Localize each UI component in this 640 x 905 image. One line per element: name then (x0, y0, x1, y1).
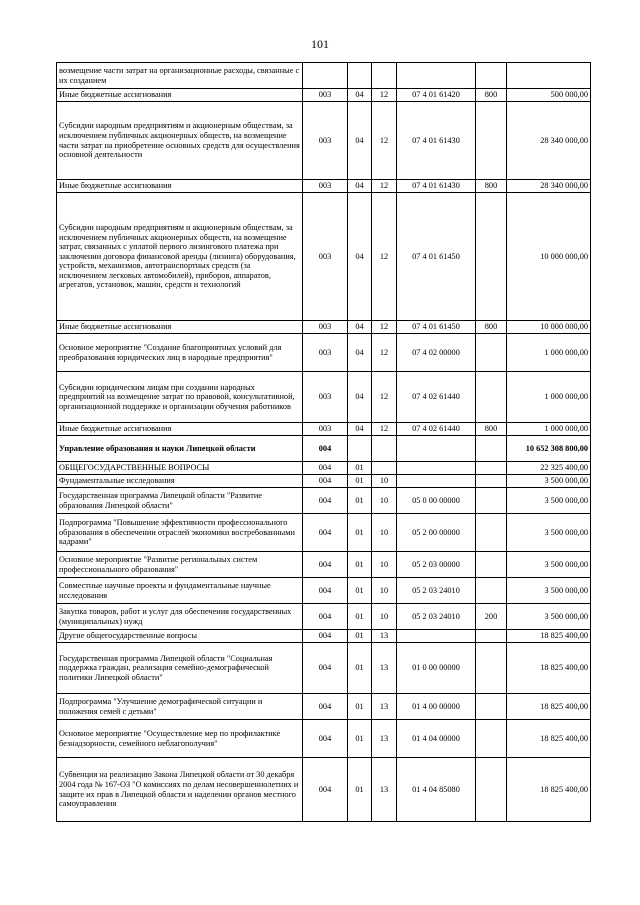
expense-type-cell: 800 (476, 89, 507, 102)
amount-cell: 10 000 000,00 (507, 321, 591, 334)
department-code-cell: 003 (303, 102, 348, 180)
expense-type-cell (476, 643, 507, 694)
section-code-cell: 04 (348, 89, 372, 102)
expense-type-cell (476, 372, 507, 423)
expense-type-cell (476, 462, 507, 475)
expense-type-cell (476, 758, 507, 822)
section-code-cell (348, 63, 372, 89)
section-code-cell: 01 (348, 758, 372, 822)
item-name-cell: Фундаментальные исследования (57, 475, 303, 488)
subsection-code-cell: 10 (372, 578, 397, 604)
amount-cell: 22 325 400,00 (507, 462, 591, 475)
department-code-cell: 004 (303, 488, 348, 514)
amount-cell: 3 500 000,00 (507, 604, 591, 630)
amount-cell: 18 825 400,00 (507, 758, 591, 822)
target-article-cell: 07 4 02 61440 (397, 372, 476, 423)
department-code-cell: 004 (303, 475, 348, 488)
subsection-code-cell (372, 63, 397, 89)
subsection-code-cell: 12 (372, 423, 397, 436)
subsection-code-cell: 13 (372, 694, 397, 720)
item-name-cell: ОБЩЕГОСУДАРСТВЕННЫЕ ВОПРОСЫ (57, 462, 303, 475)
section-code-cell: 01 (348, 462, 372, 475)
item-name-cell: Основное мероприятие "Развитие региональных систем профессионального образования" (57, 552, 303, 578)
department-code-cell: 004 (303, 462, 348, 475)
section-code-cell: 04 (348, 372, 372, 423)
amount-cell: 28 340 000,00 (507, 102, 591, 180)
expense-type-cell (476, 475, 507, 488)
table-row (57, 578, 591, 604)
expense-type-cell (476, 552, 507, 578)
department-code-cell: 003 (303, 321, 348, 334)
subsection-code-cell: 12 (372, 89, 397, 102)
amount-cell: 18 825 400,00 (507, 630, 591, 643)
item-name-cell: Иные бюджетные ассигнования (57, 321, 303, 334)
amount-cell: 18 825 400,00 (507, 720, 591, 758)
table-row (57, 102, 591, 180)
table-row (57, 720, 591, 758)
section-code-cell: 04 (348, 193, 372, 321)
table-row (57, 334, 591, 372)
expense-type-cell (476, 63, 507, 89)
section-code-cell: 01 (348, 514, 372, 552)
amount-cell: 10 652 308 800,00 (507, 436, 591, 462)
section-code-cell: 01 (348, 630, 372, 643)
amount-cell: 1 000 000,00 (507, 372, 591, 423)
department-code-cell: 003 (303, 334, 348, 372)
item-name-cell: Другие общегосударственные вопросы (57, 630, 303, 643)
table-row (57, 372, 591, 423)
department-code-cell: 004 (303, 643, 348, 694)
section-code-cell: 01 (348, 694, 372, 720)
table-row (57, 321, 591, 334)
table-row (57, 604, 591, 630)
expense-type-cell: 200 (476, 604, 507, 630)
department-code-cell: 004 (303, 436, 348, 462)
subsection-code-cell (372, 436, 397, 462)
expense-type-cell (476, 488, 507, 514)
target-article-cell: 07 4 02 61440 (397, 423, 476, 436)
target-article-cell (397, 462, 476, 475)
item-name-cell: Подпрограмма "Улучшение демографической ситуации и положения семей с детьми" (57, 694, 303, 720)
department-code-cell: 004 (303, 552, 348, 578)
section-code-cell: 04 (348, 321, 372, 334)
item-name-cell: возмещение части затрат на организационные расходы, связанные с их созданием (57, 63, 303, 89)
section-code-cell: 01 (348, 488, 372, 514)
department-code-cell: 003 (303, 193, 348, 321)
table-row (57, 643, 591, 694)
subsection-code-cell: 12 (372, 372, 397, 423)
target-article-cell (397, 475, 476, 488)
item-name-cell: Субсидии народным предприятиям и акционерным обществам, за исключением публичных акционерных обществ, на возмещение части затрат на приобретение основных средств для осуществления основной деятельности (57, 102, 303, 180)
amount-cell: 1 000 000,00 (507, 423, 591, 436)
target-article-cell: 05 2 03 24010 (397, 578, 476, 604)
department-code-cell: 003 (303, 89, 348, 102)
target-article-cell (397, 436, 476, 462)
expense-type-cell: 800 (476, 423, 507, 436)
department-code-cell (303, 63, 348, 89)
subsection-code-cell: 10 (372, 514, 397, 552)
target-article-cell: 01 4 04 00000 (397, 720, 476, 758)
department-code-cell: 004 (303, 604, 348, 630)
amount-cell: 3 500 000,00 (507, 475, 591, 488)
expense-type-cell (476, 694, 507, 720)
item-name-cell: Подпрограмма "Повышение эффективности профессионального образования в обеспечении отраслей экономики востребованными кадрами" (57, 514, 303, 552)
expense-type-cell (476, 720, 507, 758)
amount-cell: 18 825 400,00 (507, 643, 591, 694)
expense-type-cell: 800 (476, 180, 507, 193)
table-row (57, 462, 591, 475)
section-code-cell: 04 (348, 180, 372, 193)
table-row (57, 180, 591, 193)
target-article-cell: 05 2 00 00000 (397, 514, 476, 552)
target-article-cell: 07 4 01 61430 (397, 180, 476, 193)
amount-cell: 3 500 000,00 (507, 552, 591, 578)
section-code-cell: 01 (348, 578, 372, 604)
expense-type-cell (476, 630, 507, 643)
subsection-code-cell: 10 (372, 552, 397, 578)
subsection-code-cell: 12 (372, 334, 397, 372)
department-code-cell: 003 (303, 372, 348, 423)
item-name-cell: Иные бюджетные ассигнования (57, 89, 303, 102)
expense-type-cell: 800 (476, 321, 507, 334)
target-article-cell: 05 0 00 00000 (397, 488, 476, 514)
section-code-cell: 04 (348, 423, 372, 436)
subsection-code-cell: 12 (372, 180, 397, 193)
section-code-cell: 01 (348, 475, 372, 488)
department-code-cell: 003 (303, 423, 348, 436)
department-code-cell: 004 (303, 720, 348, 758)
table-row (57, 630, 591, 643)
subsection-code-cell: 13 (372, 758, 397, 822)
target-article-cell (397, 63, 476, 89)
target-article-cell: 01 4 00 00000 (397, 694, 476, 720)
target-article-cell: 01 0 00 00000 (397, 643, 476, 694)
section-code-cell: 01 (348, 643, 372, 694)
subsection-code-cell: 10 (372, 488, 397, 514)
table-body (57, 63, 591, 822)
table-row (57, 488, 591, 514)
target-article-cell: 01 4 04 85080 (397, 758, 476, 822)
amount-cell: 3 500 000,00 (507, 488, 591, 514)
subsection-code-cell: 13 (372, 630, 397, 643)
section-code-cell: 04 (348, 102, 372, 180)
department-code-cell: 003 (303, 180, 348, 193)
expense-type-cell (476, 514, 507, 552)
table-row (57, 694, 591, 720)
expense-type-cell (476, 102, 507, 180)
subsection-code-cell: 12 (372, 193, 397, 321)
subsection-code-cell: 12 (372, 102, 397, 180)
subsection-code-cell: 13 (372, 720, 397, 758)
subsection-code-cell (372, 462, 397, 475)
target-article-cell: 07 4 01 61450 (397, 193, 476, 321)
table-row (57, 475, 591, 488)
department-code-cell: 004 (303, 758, 348, 822)
table-row (57, 514, 591, 552)
amount-cell: 3 500 000,00 (507, 514, 591, 552)
item-name-cell: Совместные научные проекты и фундаментальные научные исследования (57, 578, 303, 604)
target-article-cell: 05 2 03 00000 (397, 552, 476, 578)
expense-type-cell (476, 578, 507, 604)
section-code-cell: 01 (348, 552, 372, 578)
target-article-cell: 07 4 02 00000 (397, 334, 476, 372)
table-row (57, 758, 591, 822)
target-article-cell: 05 2 03 24010 (397, 604, 476, 630)
item-name-cell: Государственная программа Липецкой области "Развитие образования Липецкой области" (57, 488, 303, 514)
section-code-cell: 01 (348, 604, 372, 630)
table-row (57, 552, 591, 578)
table-row (57, 89, 591, 102)
item-name-cell: Субсидии юридическим лицам при создании народных предприятий на возмещение затрат по правовой, консультативной, организационной поддержке и организации обучения работников (57, 372, 303, 423)
table-row (57, 63, 591, 89)
section-code-cell: 04 (348, 334, 372, 372)
subsection-code-cell: 13 (372, 643, 397, 694)
section-code-cell (348, 436, 372, 462)
subsection-code-cell: 10 (372, 475, 397, 488)
amount-cell: 28 340 000,00 (507, 180, 591, 193)
item-name-cell: Основное мероприятие "Создание благоприятных условий для преобразования юридических лиц в народные предприятия" (57, 334, 303, 372)
item-name-cell: Управление образования и науки Липецкой области (57, 436, 303, 462)
item-name-cell: Иные бюджетные ассигнования (57, 423, 303, 436)
item-name-cell: Субвенция на реализацию Закона Липецкой области от 30 декабря 2004 года № 167-ОЗ "О комиссиях по делам несовершеннолетних и защите их прав в Липецкой области и наделении органов местного самоуправления (57, 758, 303, 822)
department-code-cell: 004 (303, 694, 348, 720)
subsection-code-cell: 12 (372, 321, 397, 334)
table-row (57, 193, 591, 321)
department-code-cell: 004 (303, 578, 348, 604)
target-article-cell: 07 4 01 61430 (397, 102, 476, 180)
subsection-code-cell: 10 (372, 604, 397, 630)
amount-cell: 500 000,00 (507, 89, 591, 102)
target-article-cell: 07 4 01 61450 (397, 321, 476, 334)
table-row (57, 436, 591, 462)
target-article-cell (397, 630, 476, 643)
expense-type-cell (476, 334, 507, 372)
item-name-cell: Закупка товаров, работ и услуг для обеспечения государственных (муниципальных) нужд (57, 604, 303, 630)
table-row (57, 423, 591, 436)
amount-cell: 10 000 000,00 (507, 193, 591, 321)
department-code-cell: 004 (303, 514, 348, 552)
expense-type-cell (476, 193, 507, 321)
item-name-cell: Иные бюджетные ассигнования (57, 180, 303, 193)
budget-table (56, 62, 591, 822)
amount-cell: 18 825 400,00 (507, 694, 591, 720)
amount-cell: 1 000 000,00 (507, 334, 591, 372)
amount-cell: 3 500 000,00 (507, 578, 591, 604)
department-code-cell: 004 (303, 630, 348, 643)
page-number: 101 (311, 37, 329, 51)
item-name-cell: Субсидии народным предприятиям и акционерным обществам, за исключением публичных акционерных обществ, на возмещение затрат, связанных с уплатой первого лизингового платежа при заключении договора финансовой аренды (лизинга) оборудования, устройств, механизмов, автотранспортных средств (за исключением легковых автомобилей), приборов, аппаратов, агрегатов, установок, машин, средств и технологий (57, 193, 303, 321)
expense-type-cell (476, 436, 507, 462)
amount-cell (507, 63, 591, 89)
item-name-cell: Основное мероприятие "Осуществление мер по профилактике безнадзорности, семейного неблагополучия" (57, 720, 303, 758)
target-article-cell: 07 4 01 61420 (397, 89, 476, 102)
item-name-cell: Государственная программа Липецкой области "Социальная поддержка граждан, реализация семейно-демографической политики Липецкой области" (57, 643, 303, 694)
section-code-cell: 01 (348, 720, 372, 758)
